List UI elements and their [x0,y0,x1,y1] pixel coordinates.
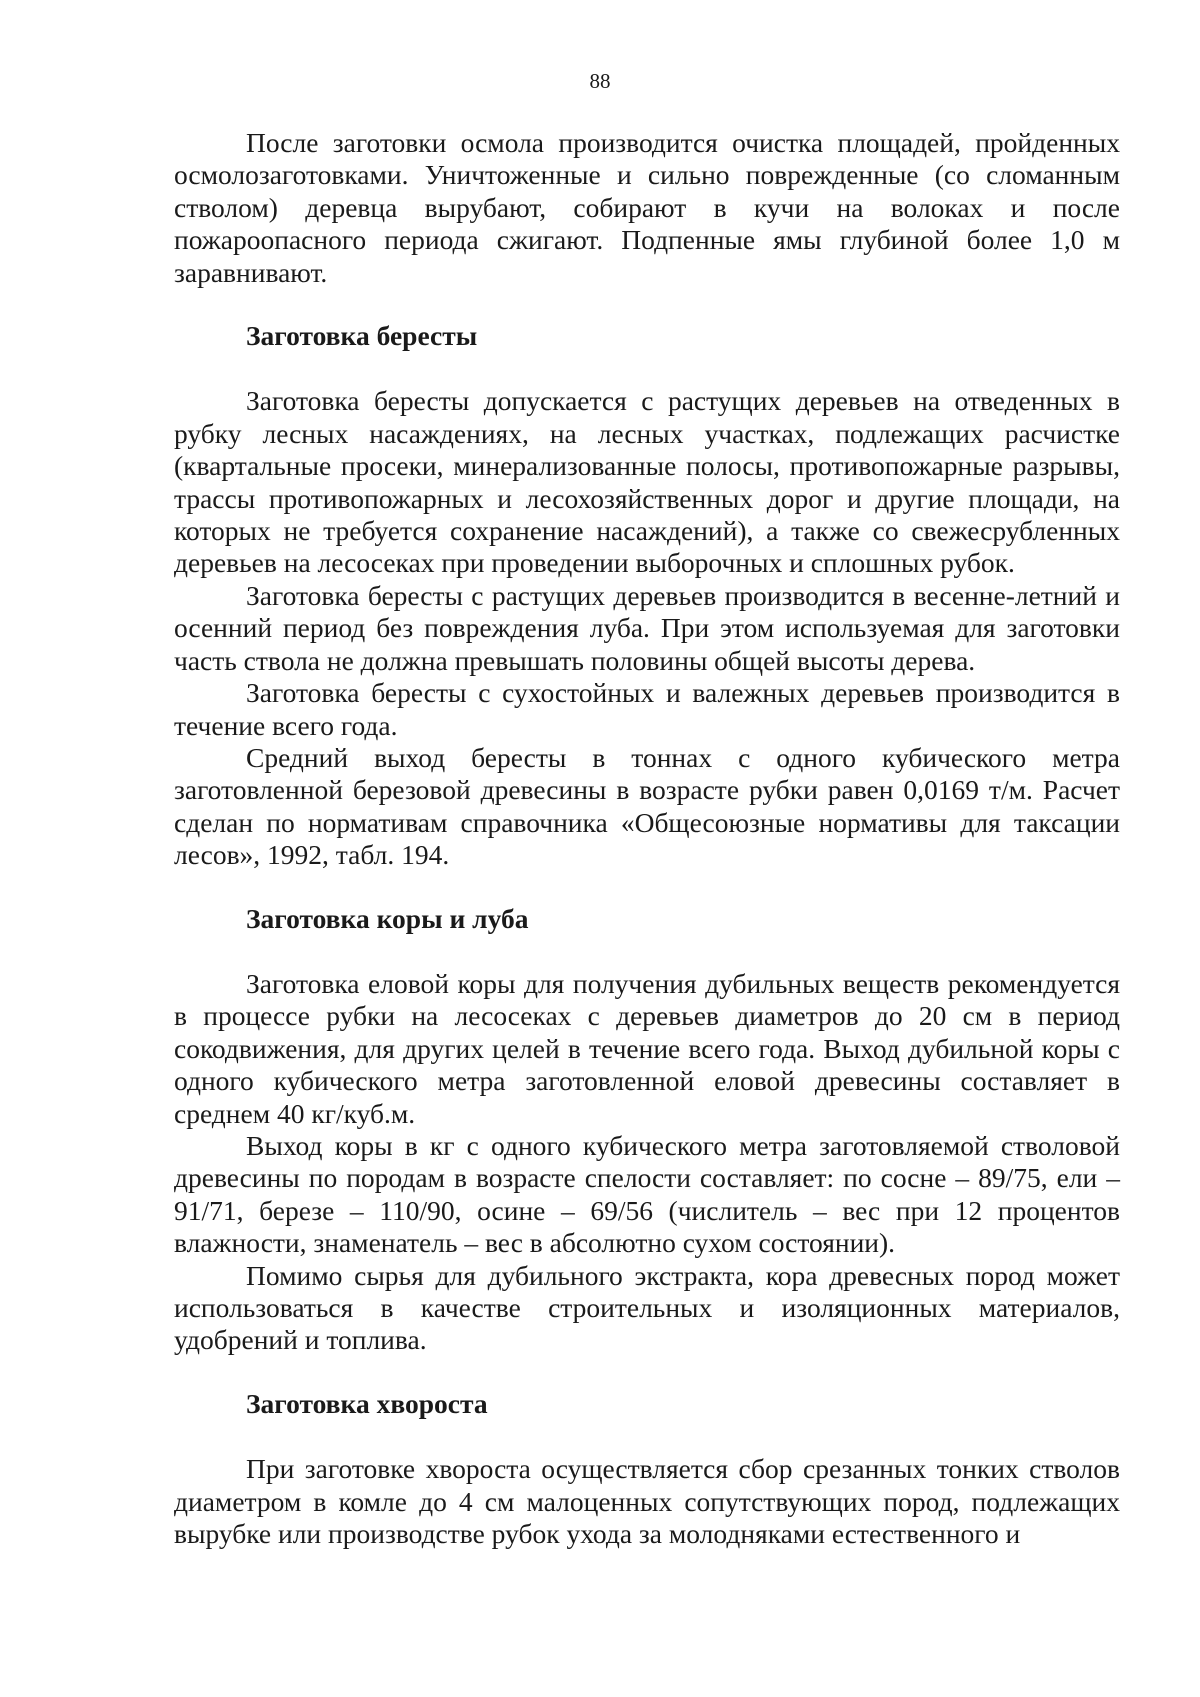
page-number: 88 [589,69,611,93]
heading-brushwood: Заготовка хвороста [246,1387,488,1419]
paragraph-resin-cleanup: После заготовки осмола производится очистка площадей, пройденных осмолозаготовками. Уничтоженные и сильно поврежденные (со сломанным стволом) деревца вырубают, собирают в кучи на волоках и после пожароопасного периода сжигают. Подпенные ямы глубиной более 1,0 м заравнивают. [174,127,1120,288]
heading-bark-and-bast: Заготовка коры и луба [246,902,529,934]
paragraph-bark-other-uses: Помимо сырья для дубильного экстракта, кора древесных пород может использоваться в качестве строительных и изоляционных материалов, удобрений и топлива. [174,1259,1120,1356]
paragraph-birch-bark-deadwood: Заготовка бересты с сухостойных и валежных деревьев производится в течение всего года. [174,677,1120,741]
paragraph-birch-bark-yield: Средний выход бересты в тоннах с одного кубического метра заготовленной березовой древесины в возрасте рубки равен 0,0169 т/м. Расчет сделан по нормативам справочника «Общесоюзные нормативы для таксации лесов», 1992, табл. 194. [174,741,1120,871]
paragraph-birch-bark-permitted: Заготовка бересты допускается с растущих деревьев на отведенных в рубку лесных насаждениях, на лесных участках, подлежащих расчистке (квартальные просеки, минерализованные полосы, противопожарные разрывы, трассы противопожарных и лесохозяйственных дорог и другие площади, на которых не требуется сохранение насаждений), а также со свежесрубленных деревьев на лесосеках при проведении выборочных и сплошных рубок. [174,385,1120,579]
paragraph-brushwood-collection: При заготовке хвороста осуществляется сбор срезанных тонких стволов диаметром в комле до 4 см малоценных сопутствующих пород, подлежащих вырубке или производстве рубок ухода за молодняками естественного и [174,1453,1120,1550]
paragraph-birch-bark-season: Заготовка бересты с растущих деревьев производится в весенне-летний и осенний период без повреждения луба. При этом используемая для заготовки часть ствола не должна превышать половины общей высоты дерева. [174,579,1120,676]
paragraph-spruce-bark: Заготовка еловой коры для получения дубильных веществ рекомендуется в процессе рубки на лесосеках с деревьев диаметров до 20 см в период сокодвижения, для других целей в течение всего года. Выход дубильной коры с одного кубического метра заготовленной еловой древесины составляет в среднем 40 кг/куб.м. [174,967,1120,1129]
paragraph-bark-yield-by-species: Выход коры в кг с одного кубического метра заготовляемой стволовой древесины по породам в возрасте спелости составляет: по сосне – 89/75, ели – 91/71, березе – 110/90, осине – 69/56 (числитель – вес при 12 процентов влажности, знаменатель – вес в абсолютно сухом состоянии). [174,1129,1120,1259]
heading-birch-bark: Заготовка бересты [246,320,478,352]
document-body [174,127,1120,1550]
